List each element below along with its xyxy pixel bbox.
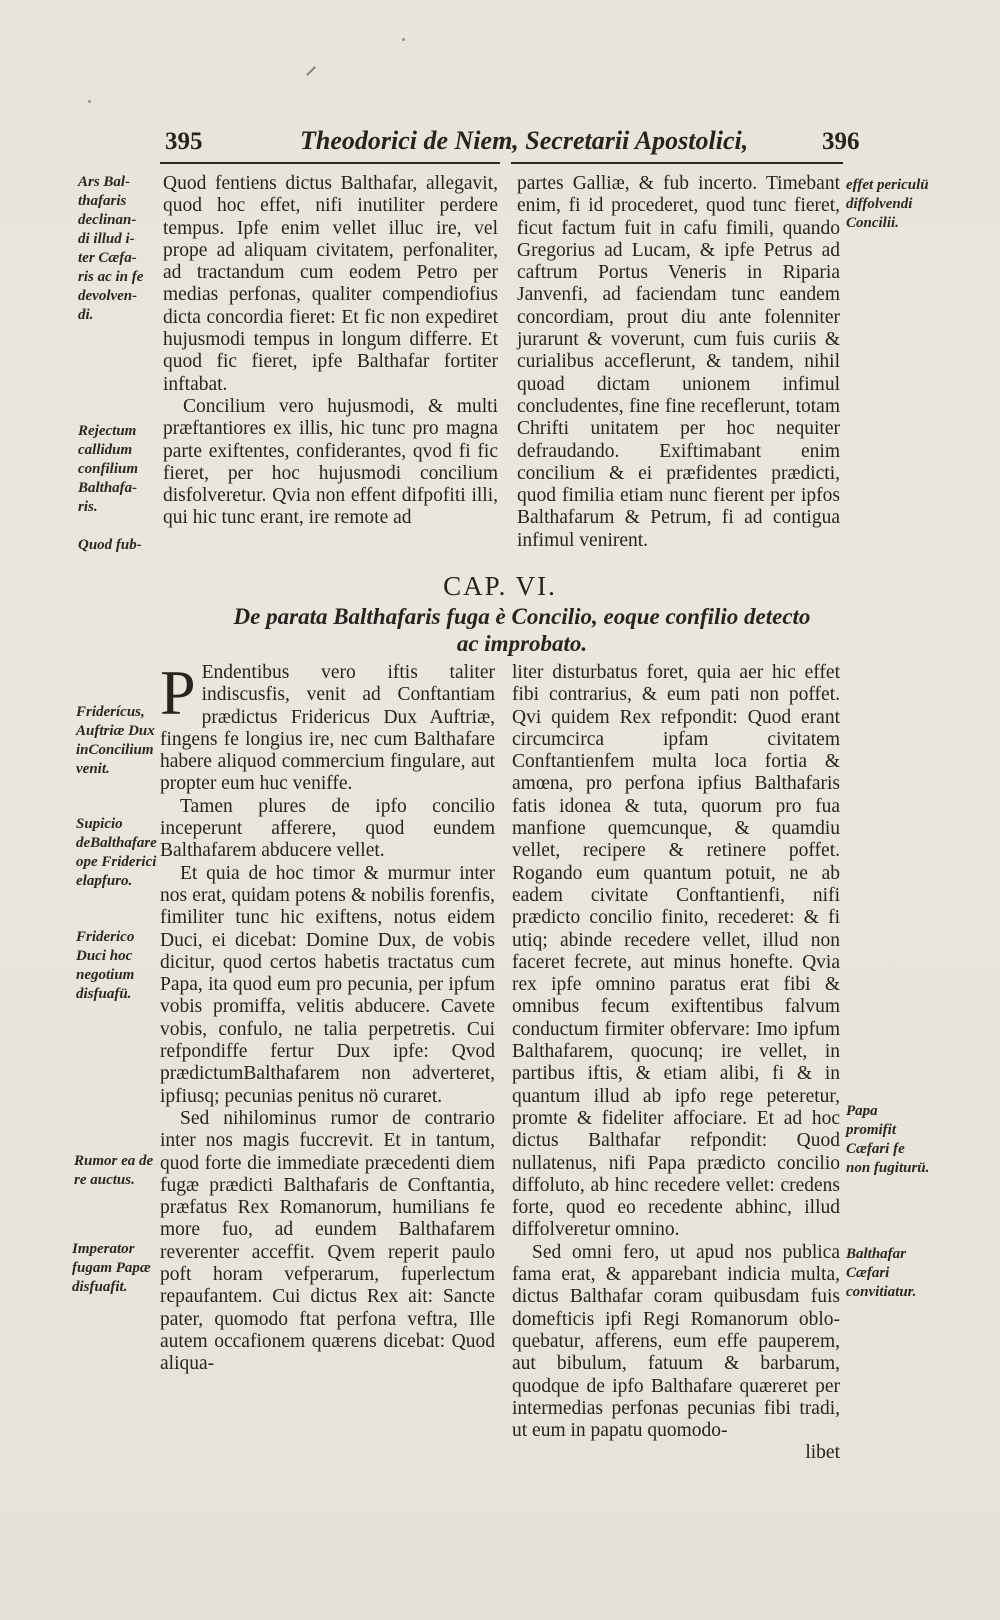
- margin-note: Friderico Duci hoc negotium disfuafü.: [76, 929, 135, 1002]
- paper-speck: [402, 38, 405, 41]
- paragraph: partes Galliæ, & fub incerto. Timebant enim, fi id procederet, quod tunc fieret, ficut factum fuit in cafu fimili, quando Gregorius ad Lucam, & ipfe Petrus ad caftrum Portus Veneris in Riparia Janvenfi, ad faciendam tunc eandem concordiam, prout diu ante folenniter jurarunt & voverunt, cum fuis curiis & curialibus acceflerunt, & tandem, nihil quoad dictam unionem infimul concludentes, fine fine receflerunt, totam Chrifti unitatem per hoc nequiter defraudando. Exiftimabant enim concilium & ei præfidentes prædicti, quod fimilia etiam nunc fierent per ipfos Balthafarum & Petrum, fi ad contigua infimul venirent.: [517, 173, 840, 551]
- catchword: libet: [805, 1442, 840, 1464]
- paragraph: Et quia de hoc timor & murmur inter nos erat, quidam potens & nobilis forenfis, fimiliter tunc hic exiftens, notus eidem Duci, ei dicebat: Domine Dux, de vobis dicitur, quod certos habetis tractatus cum Papa, ita quod eum pro pecunia, per ipfum vobis promiffa, velitis abducere. Cavete vobis, confulo, ne talia perpetretis. Cui refpondiffe fertur Dux ipfe: Qvod prædictumBalthafarem non adverteret, ipfiusq; pecunias penitus nö curaret.: [160, 862, 495, 1107]
- paragraph: Sed nihilominus rumor de contrario inter nos magis fuccrevit. Et in tantum, quod forte die immediate præcedenti diem fugæ prædicti Balthafaris de Conftantia, præfatus Rex Romanorum, humilians fe more fuo, ad eundem Balthafarem reverenter acceffit. Qvem reperit paulo poft horam vefperarum, fuperlectum repaufantem. Cui dictus Rex ait: Sancte pater, quomodo ftat perfona veftra, Ille autem occafionem quærens dicebat: Quod aliqua-: [160, 1107, 495, 1375]
- margin-note: Friderícus, Auftriæ Dux inConcilium venit.: [76, 704, 155, 777]
- margin-note: Quod fub-: [78, 537, 142, 553]
- text-column-right-top: [517, 173, 840, 552]
- page-number-left: 395: [165, 128, 203, 155]
- margin-note: Supicio deBalthafare ope Friderici elapfuro.: [76, 816, 157, 889]
- paper-speck: [88, 100, 91, 103]
- margin-note: Balthafar Cæfari convitiatur.: [846, 1246, 917, 1300]
- text-column-left-top: [163, 173, 498, 530]
- paragraph-text: Endentibus vero iftis taliter indiscusfis, venit ad Conftantiam prædictus Fridericus Dux Auftriæ, fingens fe longius ire, nec cum Balthafare habere aliquod commercium fingulare, aut propter eum huc veniffe.: [160, 662, 495, 795]
- text-column-right-bottom: [512, 662, 840, 1465]
- paragraph: liter disturbatus foret, quia aer hic effet fibi contrarius, & eum pati non poffet. Qvi quidem Rex refpondit: Quod erant circumcirca ipfam civitatem Conftantienfem multa loca fortia & amœna, pro perfona ipfius Balthafaris fatis idonea & tuta, quorum pro fua manfione quemcunque, & quamdiu vellet, recipere & retinere poffet. Rogando eum quantum potuit, ne ab eadem civitate Conftantienfi, nifi prædicto concilio finito, recederet: & fi utiq; abinde recedere vellet, illud non faceret fecrete, aut minus honefte. Qvia rex ipfe omnino paratus erat fibi & omnibus fecum exiftentibus falvum conductum firmiter obfervare: Imo ipfum Balthafarem, quocunq; ire vellet, in partibus iftis, & etiam alibi, fi & in quantum illud ab ipfo rege peteretur, promte & fideliter affociare. Et ad hoc dictus Balthafar refpondit: Quod nullatenus, nifi Papa prædicto concilio diffoluto, ab hinc recedere vellet: credens forte, quod eo recedente abhinc, illud diffolveretur omnino.: [512, 662, 840, 1241]
- drop-cap: P: [160, 657, 196, 728]
- margin-note: Papa promifit Cæfari fe non fugiturü.: [846, 1103, 930, 1176]
- paragraph: [160, 657, 495, 796]
- text-column-left-bottom: [160, 657, 495, 1376]
- running-title: Theodorici de Niem, Secretarii Apostolici,: [300, 126, 749, 155]
- margin-note: Rejectum callidum confilium Balthafa- ris.: [78, 423, 139, 515]
- margin-note: Rumor ea de re auctus.: [74, 1153, 154, 1188]
- pencil-mark: [306, 66, 316, 76]
- margin-note: Imperator fugam Papæ disfuafit.: [72, 1241, 151, 1295]
- page-number-right: 396: [822, 128, 860, 155]
- paragraph: Concilium vero hujusmodi, & multi præftantiores ex illis, hic tunc pro magna parte exiftentes, confiderantes, qvod fi fic fieret, per hoc hujusmodi concilium disfolveretur. Qvia non effent difpofiti illi, qui hic tunc erant, ire remote ad: [163, 395, 498, 529]
- header-rule-left: [160, 162, 500, 164]
- margin-note: Ars Bal- thafaris declinan- di illud i- ter Cæfa- ris ac in fe devolven- di.: [78, 174, 144, 323]
- header-rule-right: [511, 162, 843, 164]
- paragraph: Tamen plures de ipfo concilio inceperunt afferere, quod eundem Balthafarem abducere vellet.: [160, 795, 495, 862]
- margin-note: effet periculü diffolvendi Concilii.: [846, 177, 929, 231]
- chapter-subtitle: De parata Balthafaris fuga è Concilio, eoque confilio detecto ac improbato.: [233, 604, 811, 656]
- paragraph: Quod fentiens dictus Balthafar, allegavit, quod hoc effet, nifi inutiliter perdere tempus. Ipfe enim vellet illuc ire, vel prope ad aliquam civitatem, perfonaliter, ad tractandum cum eodem Petro per medias perfonas, qualiter compendiofius dicta concordia fieret: Et fic non expediret hujusmodi tempus in longum differre. Et quod fic fieret, ipfe Balthafar fortiter inftabat.: [163, 173, 498, 395]
- paragraph: Sed omni fero, ut apud nos publica fama erat, & apparebant indicia multa, dictus Balthafar coram quibusdam fuis domefticis ipfi Regi Romanorum oblo-quebatur, afferens, eum effe pauperem, aut bibulum, fatuum & barbarum, quodque de ipfo Balthafare quæreret per intermedias perfonas pecunias fibi tradi, ut eum in papatu quomodo-: [512, 1241, 840, 1442]
- chapter-number: CAP. VI.: [443, 571, 557, 601]
